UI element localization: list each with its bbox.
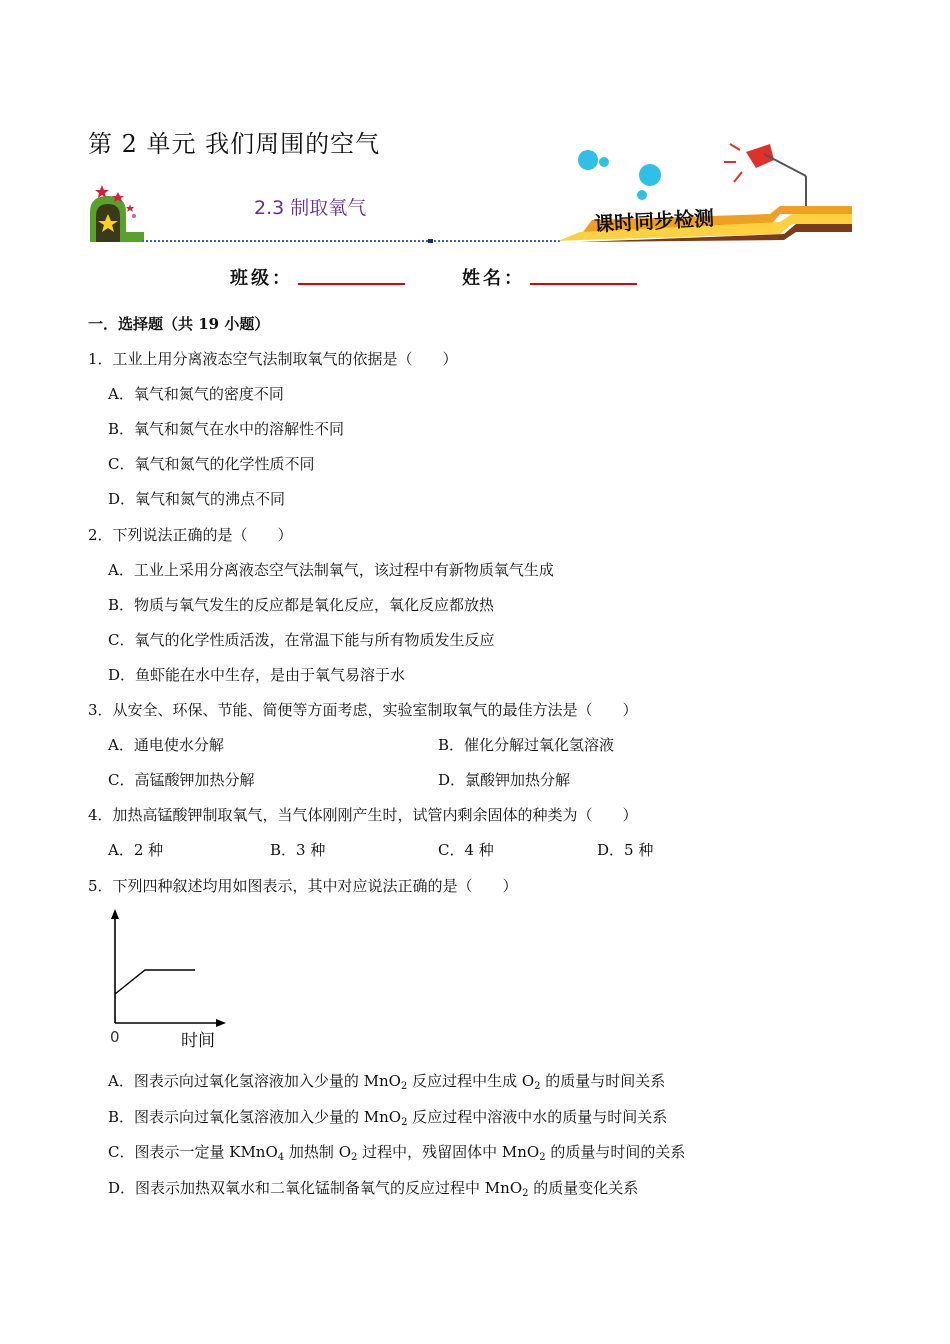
subscript: 2 — [351, 1152, 358, 1163]
option-text: 反应过程中溶液中水的质量与时间关系 — [407, 1108, 668, 1126]
subscript: 4 — [277, 1152, 285, 1163]
question-4-option-c[interactable]: C．4 种 — [438, 841, 494, 859]
subscript: 2 — [401, 1117, 408, 1128]
question-1-option-b[interactable]: B．氧气和氮气在水中的溶解性不同 — [108, 420, 345, 438]
header-banner — [80, 140, 860, 250]
section-heading: 一．选择题（共 19 小题） — [88, 315, 270, 333]
question-2-option-d[interactable]: D．鱼虾能在水中生存，是由于氧气易溶于水 — [108, 666, 406, 684]
question-5-option-b[interactable] — [108, 1107, 667, 1133]
graph-x-arrow — [216, 1019, 226, 1027]
question-4-option-a[interactable]: A．2 种 — [108, 841, 164, 859]
question-2-stem: 2．下列说法正确的是（ ） — [88, 526, 293, 544]
question-1-option-d[interactable]: D．氧气和氮气的沸点不同 — [108, 490, 286, 508]
question-5-option-c[interactable] — [108, 1142, 685, 1168]
question-1-option-a[interactable]: A．氧气和氮气的密度不同 — [108, 385, 284, 403]
question-3-option-a[interactable]: A．通电使水分解 — [108, 736, 224, 754]
class-label: 班级： — [230, 268, 293, 289]
unit-title: 第 2 单元 我们周围的空气 — [88, 130, 381, 158]
option-text: B．图表示向过氧化氢溶液加入少量的 MnO — [108, 1108, 402, 1126]
graph-y-arrow — [111, 909, 119, 919]
lamp-icon — [724, 144, 806, 212]
subscript: 2 — [522, 1188, 529, 1199]
subscript: 2 — [400, 1081, 408, 1092]
section-title: 2.3 制取氧气 — [254, 197, 367, 219]
option-text: 过程中，残留固体中 MnO — [357, 1143, 540, 1161]
question-5-option-d[interactable] — [108, 1178, 638, 1204]
option-text: 加热制 O — [284, 1143, 351, 1161]
class-field[interactable] — [298, 283, 405, 285]
star-house-icon — [90, 185, 144, 242]
question-5-graph — [100, 905, 240, 1050]
option-text: 的质量与时间关系 — [540, 1072, 666, 1090]
question-4-option-d[interactable]: D．5 种 — [597, 841, 654, 859]
option-text: D．图表示加热双氧水和二氧化锰制备氧气的反应过程中 MnO — [108, 1179, 523, 1197]
question-3-option-b[interactable]: B．催化分解过氧化氢溶液 — [438, 736, 615, 754]
option-text: A．图表示向过氧化氢溶液加入少量的 MnO — [108, 1072, 401, 1090]
question-2-option-b[interactable]: B．物质与氧气发生的反应都是氧化反应，氧化反应都放热 — [108, 596, 495, 614]
name-field[interactable] — [530, 283, 637, 285]
question-3-option-c[interactable]: C．高锰酸钾加热分解 — [108, 771, 255, 789]
question-4-option-b[interactable]: B．3 种 — [270, 841, 326, 859]
option-text: 反应过程中生成 O — [407, 1072, 535, 1090]
graph-curve — [115, 970, 195, 994]
bubble-icon — [578, 150, 661, 200]
question-2-option-a[interactable]: A．工业上采用分离液态空气法制氧气，该过程中有新物质氧气生成 — [108, 561, 554, 579]
question-5-stem: 5．下列四种叙述均用如图表示，其中对应说法正确的是（ ） — [88, 877, 518, 895]
subscript: 2 — [534, 1081, 541, 1092]
question-1-option-c[interactable]: C．氧气和氮气的化学性质不同 — [108, 455, 315, 473]
question-3-option-d[interactable]: D．氯酸钾加热分解 — [438, 771, 571, 789]
question-4-stem: 4．加热高锰酸钾制取氧气，当气体刚刚产生时，试管内剩余固体的种类为（ ） — [88, 806, 638, 824]
subscript: 2 — [539, 1152, 546, 1163]
question-1-stem: 1．工业上用分离液态空气法制取氧气的依据是（ ） — [88, 350, 458, 368]
question-2-option-c[interactable]: C．氧气的化学性质活泼，在常温下能与所有物质发生反应 — [108, 631, 495, 649]
name-label: 姓名： — [462, 268, 525, 289]
graph-origin-label: 0 — [110, 1028, 120, 1046]
question-3-stem: 3．从安全、环保、节能、简便等方面考虑，实验室制取氧气的最佳方法是（ ） — [88, 701, 638, 719]
question-5-option-a[interactable] — [108, 1071, 665, 1097]
option-text: 的质量与时间的关系 — [545, 1143, 686, 1161]
graph-x-label: 时间 — [181, 1031, 215, 1051]
badge-label: 课时同步检测 — [593, 205, 715, 237]
option-text: C．图表示一定量 KMnO — [108, 1143, 278, 1161]
option-text: 的质量变化关系 — [528, 1179, 639, 1197]
